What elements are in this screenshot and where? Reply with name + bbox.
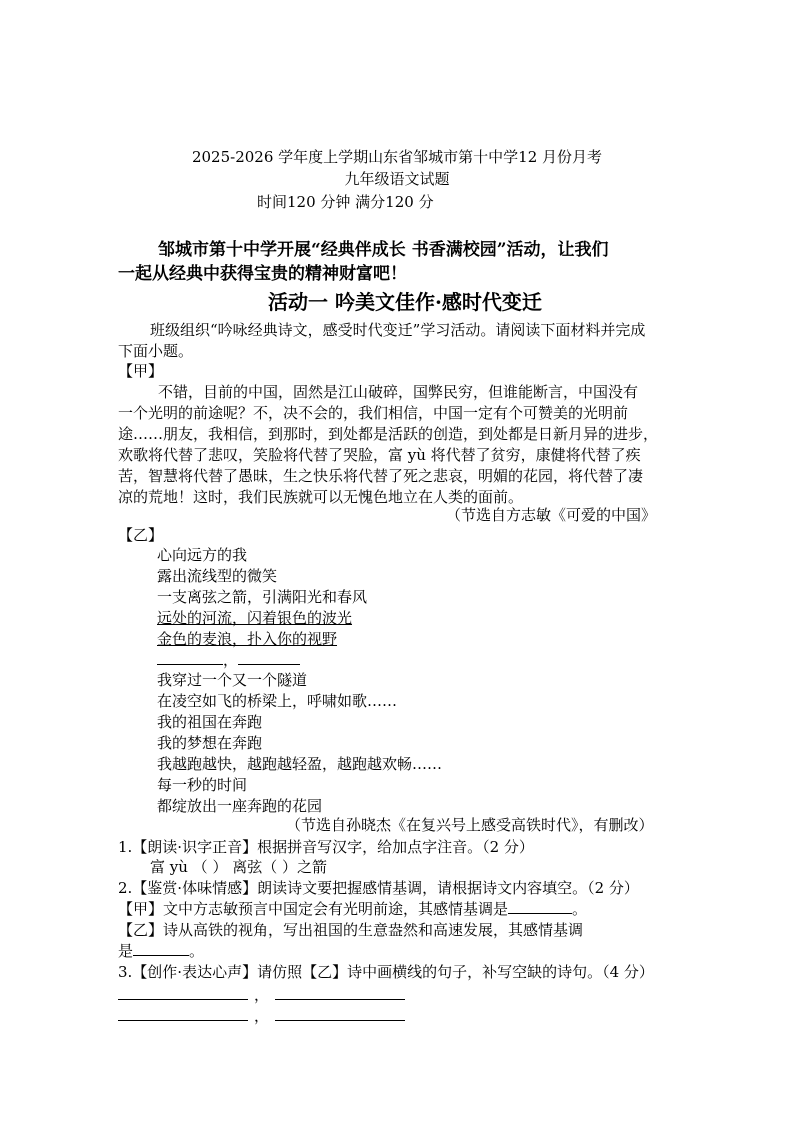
question-1: 1.【朗读·识字正音】根据拼音写汉字，给加点字注音。（2 分） xyxy=(118,838,534,856)
poem-line: 我越跑越快，越跑越轻盈，越跑越欢畅…… xyxy=(157,755,443,773)
question-3-answer-line xyxy=(118,985,405,1005)
poem-line: 我的祖国在奔跑 xyxy=(157,713,263,731)
answer-blank[interactable] xyxy=(275,985,405,1000)
intro-line-2: 一起从经典中获得宝贵的精神财富吧！ xyxy=(118,264,407,284)
answer-sep: ， xyxy=(254,1007,270,1025)
poem-line: 在凌空如飞的桥梁上，呼啸如歌…… xyxy=(157,692,398,710)
question-2-yi-line-2 xyxy=(118,941,204,961)
passage-jia-line: 凉的荒地！这时，我们民族就可以无愧色地立在人类的面前。 xyxy=(118,488,524,506)
passage-jia-line: 一个光明的前途呢？不，决不会的，我们相信，中国一定有个可赞美的光明前 xyxy=(118,404,629,422)
passage-jia-line: 苦，智慧将代替了愚昧，生之快乐将代替了死之悲哀，明媚的花园，将代替了凄 xyxy=(118,467,644,485)
exam-subtitle: 九年级语文试题 xyxy=(344,170,450,188)
exam-title: 2025-2026 学年度上学期山东省邹城市第十中学12 月份月考 xyxy=(191,148,603,166)
poem-line: 露出流线型的微笑 xyxy=(157,567,278,585)
poem-line: 我穿过一个又一个隧道 xyxy=(157,671,308,689)
poem-line: 我的梦想在奔跑 xyxy=(157,734,263,752)
poem-line: 一支离弦之箭，引满阳光和春风 xyxy=(157,588,368,606)
poem-line: 心向远方的我 xyxy=(157,546,248,564)
question-3: 3.【创作·表达心声】请仿照【乙】诗中画横线的句子，补写空缺的诗句。（4 分） xyxy=(118,963,654,981)
answer-blank[interactable] xyxy=(118,1006,248,1021)
question-2-jia xyxy=(118,899,587,919)
passage-jia-line: 欢歌将代替了悲叹，笑脸将代替了哭脸，富 yù 将代替了贫穷，康健将代替了疾 xyxy=(118,446,641,464)
poem-source: （节选自孙晓杰《在复兴号上感受高铁时代》，有删改） xyxy=(286,816,654,834)
answer-blank[interactable] xyxy=(118,985,248,1000)
poem-line-underlined: 远处的河流，闪着银色的波光 xyxy=(157,609,353,627)
poem-blank xyxy=(157,650,223,665)
activity-desc-1: 班级组织“吟咏经典诗文，感受时代变迁”学习活动。请阅读下面材料并完成 xyxy=(150,321,646,339)
poem-line: 每一秒的时间 xyxy=(157,776,248,794)
intro-line-1: 邹城市第十中学开展“经典伴成长 书香满校园”活动，让我们 xyxy=(158,240,609,260)
answer-blank[interactable] xyxy=(275,1006,405,1021)
activity-title: 活动一 吟美文佳作·感时代变迁 xyxy=(268,290,542,314)
poem-line-underlined: 金色的麦浪，扑入你的视野 xyxy=(157,630,338,648)
question-2-jia-text: 【甲】文中方志敏预言中国定会有光明前途，其感情基调是 xyxy=(118,900,509,918)
poem-blank xyxy=(238,650,300,665)
answer-sep: ， xyxy=(254,986,270,1004)
question-1-items: 富 yù （ ） 离弦（ ）之箭 xyxy=(150,858,327,876)
question-3-answer-line xyxy=(118,1006,405,1026)
poem-line: 都绽放出一座奔跑的花园 xyxy=(157,797,323,815)
poem-blank-sep: ， xyxy=(223,651,239,669)
question-2-yi-end: 。 xyxy=(189,942,205,960)
poem-yi-label: 【乙】 xyxy=(118,526,164,544)
answer-blank[interactable] xyxy=(133,941,189,956)
passage-jia-source: （节选自方志敏《可爱的中国》 xyxy=(446,506,657,524)
question-2-yi-line-1: 【乙】诗从高铁的视角，写出祖国的生意盎然和高速发展，其感情基调 xyxy=(118,921,584,939)
exam-meta: 时间120 分钟 满分120 分 xyxy=(257,193,434,211)
answer-blank[interactable] xyxy=(508,899,572,914)
passage-jia-label: 【甲】 xyxy=(118,362,164,380)
question-2-jia-end: 。 xyxy=(572,900,588,918)
passage-jia-line: 不错，目前的中国，固然是江山破碎，国弊民穷，但谁能断言，中国没有 xyxy=(158,383,639,401)
question-2: 2.【鉴赏·体味情感】朗读诗文要把握感情基调，请根据诗文内容填空。（2 分） xyxy=(118,879,639,897)
question-2-yi-prefix: 是 xyxy=(118,942,134,960)
activity-desc-2: 下面小题。 xyxy=(118,342,194,360)
poem-blank-line xyxy=(157,650,300,670)
passage-jia-line: 途……朋友，我相信，到那时，到处都是活跃的创造，到处都是日新月异的进步， xyxy=(118,425,659,443)
